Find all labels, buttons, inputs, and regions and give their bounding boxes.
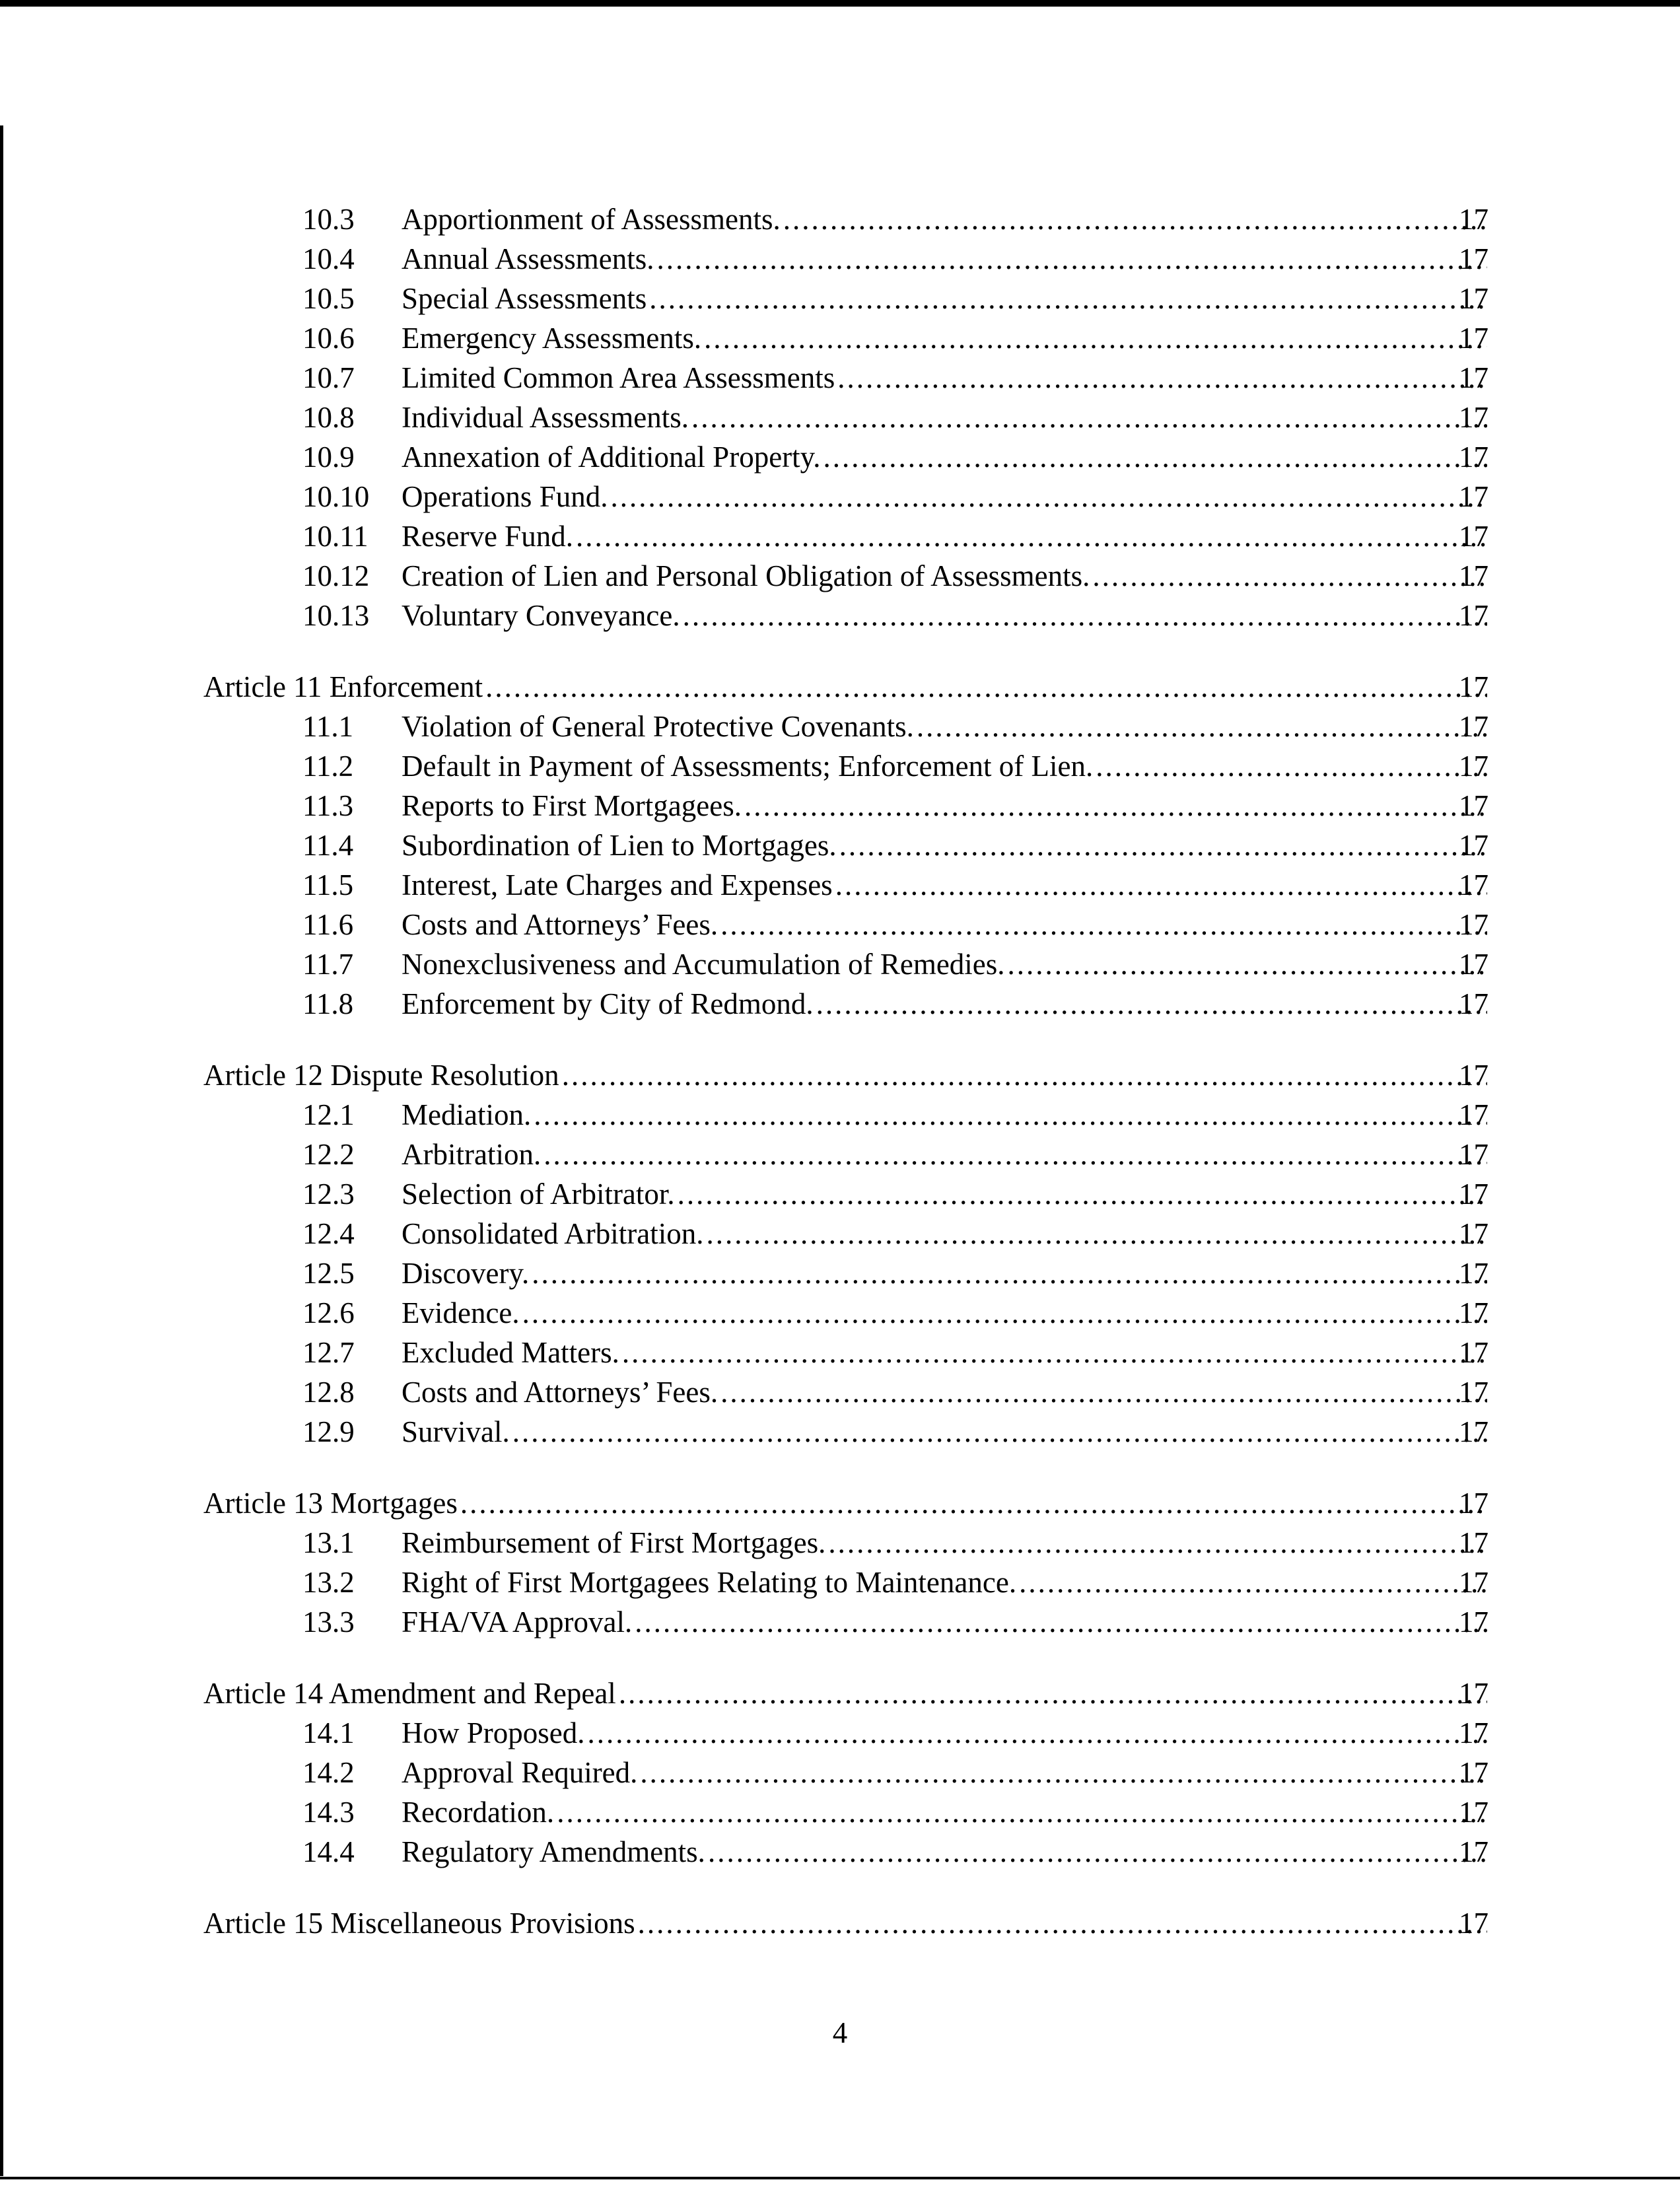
dot-leader <box>839 826 1487 865</box>
section-number: 12.3 <box>302 1178 355 1211</box>
section-page: 17 <box>1459 1716 1488 1749</box>
toc-entry[interactable] <box>0 1095 1680 1135</box>
section-title: Subordination of Lien to Mortgages. <box>402 826 839 865</box>
toc-leader-line <box>203 1674 1487 1713</box>
toc-entry[interactable] <box>0 1293 1680 1333</box>
section-spacer <box>0 1024 1680 1055</box>
toc-leader-line <box>402 905 1487 944</box>
section-spacer <box>0 635 1680 667</box>
toc-leader-line <box>402 1293 1487 1333</box>
section-number: 10.10 <box>302 480 370 513</box>
section-number: 12.9 <box>302 1415 355 1448</box>
section-page: 17 <box>1459 710 1488 743</box>
section-page: 17 <box>1459 242 1488 275</box>
dot-leader <box>588 1713 1488 1753</box>
toc-leader-line <box>402 1713 1487 1753</box>
section-number: 12.5 <box>302 1257 355 1290</box>
section-number: 11.3 <box>302 789 354 822</box>
dot-leader <box>837 358 1487 398</box>
dot-leader <box>657 239 1488 279</box>
dot-leader <box>917 707 1487 746</box>
section-title: Consolidated Arbitration. <box>402 1214 706 1253</box>
toc-article-heading[interactable] <box>0 667 1680 707</box>
toc-leader-line <box>402 199 1487 239</box>
toc-entry[interactable] <box>0 865 1680 905</box>
toc-leader-line <box>402 398 1487 437</box>
section-number: 10.7 <box>302 361 355 394</box>
toc-leader-line <box>402 1792 1487 1832</box>
dot-leader <box>635 1602 1487 1642</box>
toc-entry[interactable] <box>0 1214 1680 1253</box>
toc-leader-line <box>402 1832 1487 1872</box>
section-title: Reports to First Mortgagees. <box>402 786 744 826</box>
section-page: 17 <box>1459 1835 1488 1868</box>
section-title: Limited Common Area Assessments <box>402 358 837 398</box>
dot-leader <box>522 1293 1487 1333</box>
toc-entry[interactable] <box>0 1174 1680 1214</box>
article-title: Article 13 Mortgages <box>203 1483 460 1523</box>
dot-leader <box>460 1483 1487 1523</box>
toc-entry[interactable] <box>0 1253 1680 1293</box>
section-page: 17 <box>1459 1138 1488 1171</box>
toc-leader-line <box>402 596 1487 635</box>
toc-entry[interactable] <box>0 318 1680 358</box>
section-title: Default in Payment of Assessments; Enforcement of Lien. <box>402 746 1096 786</box>
dot-leader <box>485 667 1487 707</box>
dot-leader <box>576 516 1487 556</box>
toc-leader-line <box>402 944 1487 984</box>
section-page: 17 <box>1459 1098 1488 1131</box>
section-page: 17 <box>1459 282 1488 315</box>
dot-leader <box>823 437 1487 477</box>
section-page: 17 <box>1459 1257 1488 1290</box>
section-number: 11.7 <box>302 948 354 981</box>
toc-leader-line <box>402 984 1487 1024</box>
section-number: 12.4 <box>302 1217 355 1250</box>
toc-leader-line <box>402 1602 1487 1642</box>
toc-entry[interactable] <box>0 826 1680 865</box>
toc-entry[interactable] <box>0 944 1680 984</box>
toc-entry[interactable] <box>0 1333 1680 1372</box>
dot-leader <box>816 984 1487 1024</box>
section-title: Voluntary Conveyance. <box>402 596 683 635</box>
toc-entry[interactable] <box>0 516 1680 556</box>
dot-leader <box>619 1674 1487 1713</box>
toc-entry[interactable] <box>0 239 1680 279</box>
section-title: Regulatory Amendments. <box>402 1832 708 1872</box>
section-page: 17 <box>1459 789 1488 822</box>
table-of-contents <box>0 199 1680 1943</box>
toc-leader-line <box>402 1372 1487 1412</box>
section-title: Survival. <box>402 1412 512 1452</box>
toc-entry[interactable] <box>0 786 1680 826</box>
section-number: 11.5 <box>302 868 354 901</box>
toc-entry[interactable] <box>0 746 1680 786</box>
toc-leader-line <box>402 1753 1487 1792</box>
dot-leader <box>622 1333 1487 1372</box>
dot-leader <box>704 318 1487 358</box>
section-number: 10.4 <box>302 242 355 275</box>
toc-entry[interactable] <box>0 279 1680 318</box>
section-page: 17 <box>1459 361 1488 394</box>
toc-leader-line <box>402 746 1487 786</box>
dot-leader <box>744 786 1487 826</box>
toc-entry[interactable] <box>0 358 1680 398</box>
article-title: Article 14 Amendment and Repeal <box>203 1674 619 1713</box>
dot-leader <box>532 1253 1487 1293</box>
toc-leader-line <box>402 437 1487 477</box>
toc-entry[interactable] <box>0 1523 1680 1563</box>
top-border-rule <box>0 0 1680 7</box>
toc-article-heading[interactable] <box>0 1483 1680 1523</box>
section-number: 12.7 <box>302 1336 355 1369</box>
section-title: Evidence. <box>402 1293 522 1333</box>
toc-entry[interactable] <box>0 398 1680 437</box>
toc-entry[interactable] <box>0 984 1680 1024</box>
section-number: 12.6 <box>302 1296 355 1329</box>
toc-leader-line <box>203 1903 1487 1943</box>
toc-entry[interactable] <box>0 596 1680 635</box>
section-page: 17 <box>1459 908 1488 941</box>
toc-leader-line <box>402 477 1487 516</box>
section-title: Right of First Mortgagees Relating to Maintenance. <box>402 1563 1019 1602</box>
toc-leader-line <box>203 1055 1487 1095</box>
toc-leader-line <box>402 318 1487 358</box>
article-page: 17 <box>1459 1059 1488 1092</box>
dot-leader <box>512 1412 1487 1452</box>
article-page: 17 <box>1459 1677 1488 1710</box>
section-page: 17 <box>1459 401 1488 434</box>
toc-leader-line <box>402 826 1487 865</box>
dot-leader <box>543 1135 1487 1174</box>
article-page: 17 <box>1459 670 1488 703</box>
article-page: 17 <box>1459 1487 1488 1520</box>
toc-leader-line <box>402 239 1487 279</box>
article-title: Article 11 Enforcement <box>203 667 485 707</box>
dot-leader <box>649 279 1487 318</box>
dot-leader <box>1096 746 1487 786</box>
toc-leader-line <box>203 667 1487 707</box>
section-page: 17 <box>1459 1605 1488 1639</box>
section-number: 10.13 <box>302 599 370 632</box>
toc-leader-line <box>402 865 1487 905</box>
dot-leader <box>1092 556 1487 596</box>
section-number: 11.1 <box>302 710 354 743</box>
toc-entry[interactable] <box>0 905 1680 944</box>
section-page: 17 <box>1459 948 1488 981</box>
section-number: 14.2 <box>302 1756 355 1789</box>
dot-leader <box>678 1174 1487 1214</box>
toc-leader-line <box>402 1135 1487 1174</box>
section-title: Special Assessments <box>402 279 649 318</box>
section-title: How Proposed. <box>402 1713 588 1753</box>
section-page: 17 <box>1459 599 1488 632</box>
dot-leader <box>720 1372 1487 1412</box>
toc-entry[interactable] <box>0 1713 1680 1753</box>
section-title: Costs and Attorneys’ Fees. <box>402 1372 720 1412</box>
dot-leader <box>708 1832 1487 1872</box>
section-title: Discovery. <box>402 1253 532 1293</box>
section-number: 10.6 <box>302 322 355 355</box>
dot-leader <box>562 1055 1487 1095</box>
dot-leader <box>783 199 1487 239</box>
section-title: Violation of General Protective Covenants. <box>402 707 917 746</box>
section-number: 10.12 <box>302 559 370 592</box>
toc-leader-line <box>402 279 1487 318</box>
section-number: 10.9 <box>302 441 355 474</box>
section-title: Nonexclusiveness and Accumulation of Remedies. <box>402 944 1008 984</box>
section-page: 17 <box>1459 203 1488 236</box>
dot-leader <box>557 1792 1487 1832</box>
toc-entry[interactable] <box>0 1792 1680 1832</box>
section-page: 17 <box>1459 1796 1488 1829</box>
toc-leader-line <box>402 1523 1487 1563</box>
section-page: 17 <box>1459 1566 1488 1599</box>
toc-leader-line <box>402 1563 1487 1602</box>
section-title: Recordation. <box>402 1792 557 1832</box>
section-title: Enforcement by City of Redmond. <box>402 984 816 1024</box>
dot-leader <box>638 1903 1487 1943</box>
toc-entry[interactable] <box>0 199 1680 239</box>
section-title: Mediation. <box>402 1095 534 1135</box>
section-page: 17 <box>1459 441 1488 474</box>
section-title: Reimbursement of First Mortgages. <box>402 1523 828 1563</box>
toc-leader-line <box>402 1412 1487 1452</box>
section-page: 17 <box>1459 1217 1488 1250</box>
section-number: 12.1 <box>302 1098 355 1131</box>
section-title: Annual Assessments. <box>402 239 657 279</box>
section-title: Annexation of Additional Property. <box>402 437 823 477</box>
section-number: 10.3 <box>302 203 355 236</box>
section-page: 17 <box>1459 1178 1488 1211</box>
section-title: Apportionment of Assessments. <box>402 199 783 239</box>
article-title: Article 12 Dispute Resolution <box>203 1055 562 1095</box>
section-page: 17 <box>1459 480 1488 513</box>
page-number: 4 <box>832 2016 848 2049</box>
toc-leader-line <box>203 1483 1487 1523</box>
section-title: Approval Required. <box>402 1753 640 1792</box>
toc-entry[interactable] <box>0 1372 1680 1412</box>
toc-entry[interactable] <box>0 1412 1680 1452</box>
section-title: Interest, Late Charges and Expenses <box>402 865 835 905</box>
dot-leader <box>534 1095 1487 1135</box>
toc-leader-line <box>402 358 1487 398</box>
section-page: 17 <box>1459 1756 1488 1789</box>
section-page: 17 <box>1459 559 1488 592</box>
dot-leader <box>640 1753 1487 1792</box>
toc-article-heading[interactable] <box>0 1674 1680 1713</box>
section-page: 17 <box>1459 1336 1488 1369</box>
section-title: Selection of Arbitrator. <box>402 1174 678 1214</box>
section-title: Individual Assessments. <box>402 398 691 437</box>
dot-leader <box>1008 944 1487 984</box>
section-spacer <box>0 1642 1680 1674</box>
bottom-border-rule <box>0 2177 1680 2179</box>
dot-leader <box>610 477 1487 516</box>
dot-leader <box>691 398 1487 437</box>
section-number: 11.6 <box>302 908 354 941</box>
section-number: 11.2 <box>302 750 354 783</box>
toc-entry[interactable] <box>0 1832 1680 1872</box>
dot-leader <box>706 1214 1487 1253</box>
toc-article-heading[interactable] <box>0 1055 1680 1095</box>
section-number: 10.11 <box>302 520 368 553</box>
dot-leader <box>720 905 1487 944</box>
toc-leader-line <box>402 556 1487 596</box>
dot-leader <box>828 1523 1487 1563</box>
section-spacer <box>0 1452 1680 1483</box>
toc-entry[interactable] <box>0 1753 1680 1792</box>
toc-leader-line <box>402 1253 1487 1293</box>
dot-leader <box>683 596 1487 635</box>
toc-leader-line <box>402 1214 1487 1253</box>
section-title: FHA/VA Approval. <box>402 1602 635 1642</box>
section-spacer <box>0 1872 1680 1903</box>
toc-leader-line <box>402 786 1487 826</box>
section-page: 17 <box>1459 829 1488 862</box>
section-number: 12.8 <box>302 1376 355 1409</box>
section-number: 13.2 <box>302 1566 355 1599</box>
section-number: 13.3 <box>302 1605 355 1639</box>
section-page: 17 <box>1459 322 1488 355</box>
section-page: 17 <box>1459 1415 1488 1448</box>
section-page: 17 <box>1459 520 1488 553</box>
section-page: 17 <box>1459 1376 1488 1409</box>
section-title: Excluded Matters. <box>402 1333 622 1372</box>
section-number: 14.1 <box>302 1716 355 1749</box>
dot-leader <box>1019 1563 1487 1602</box>
section-title: Emergency Assessments. <box>402 318 704 358</box>
section-page: 17 <box>1459 868 1488 901</box>
section-number: 14.4 <box>302 1835 355 1868</box>
section-page: 17 <box>1459 1526 1488 1559</box>
article-title: Article 15 Miscellaneous Provisions <box>203 1903 638 1943</box>
section-title: Arbitration. <box>402 1135 543 1174</box>
section-title: Costs and Attorneys’ Fees. <box>402 905 720 944</box>
section-number: 11.8 <box>302 987 354 1020</box>
section-page: 17 <box>1459 1296 1488 1329</box>
toc-leader-line <box>402 1333 1487 1372</box>
section-number: 13.1 <box>302 1526 355 1559</box>
section-page: 17 <box>1459 750 1488 783</box>
section-number: 10.5 <box>302 282 355 315</box>
toc-leader-line <box>402 516 1487 556</box>
toc-entry[interactable] <box>0 1602 1680 1642</box>
article-page: 17 <box>1459 1907 1488 1940</box>
section-page: 17 <box>1459 987 1488 1020</box>
section-number: 10.8 <box>302 401 355 434</box>
toc-entry[interactable] <box>0 1135 1680 1174</box>
section-title: Operations Fund. <box>402 477 610 516</box>
section-title: Creation of Lien and Personal Obligation of Assessments. <box>402 556 1092 596</box>
dot-leader <box>835 865 1487 905</box>
toc-article-heading[interactable] <box>0 1903 1680 1943</box>
toc-entry[interactable] <box>0 437 1680 477</box>
section-number: 12.2 <box>302 1138 355 1171</box>
toc-leader-line <box>402 707 1487 746</box>
toc-entry[interactable] <box>0 477 1680 516</box>
section-title: Reserve Fund. <box>402 516 576 556</box>
toc-entry[interactable] <box>0 707 1680 746</box>
section-number: 14.3 <box>302 1796 355 1829</box>
section-number: 11.4 <box>302 829 354 862</box>
toc-entry[interactable] <box>0 556 1680 596</box>
toc-leader-line <box>402 1174 1487 1214</box>
toc-entry[interactable] <box>0 1563 1680 1602</box>
toc-leader-line <box>402 1095 1487 1135</box>
